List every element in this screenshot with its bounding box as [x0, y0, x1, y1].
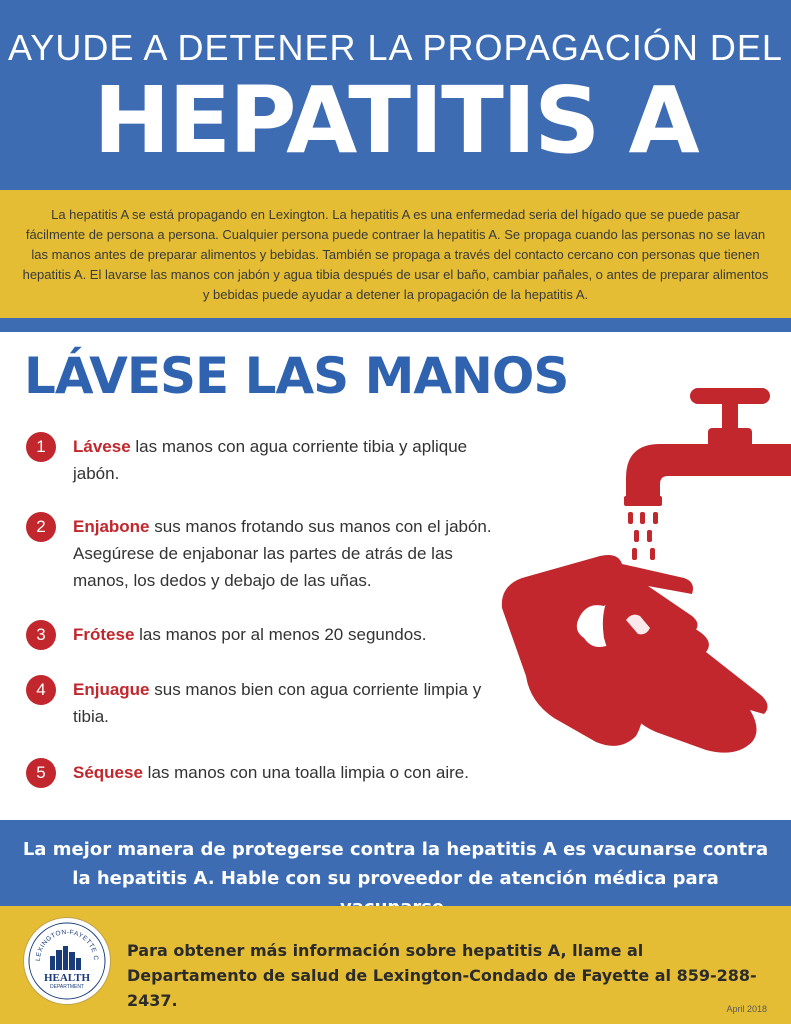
contact-info: Para obtener más información sobre hepatitis A, llame al Departamento de salud de Lexington-Condado de Fayette al 859-288-2437. — [127, 941, 757, 1010]
divider — [0, 318, 791, 332]
step-text — [73, 513, 513, 594]
step-number-badge: 4 — [26, 675, 56, 705]
step-description: las manos con una toalla limpia o con aire. — [147, 763, 469, 782]
handwashing-illustration — [500, 380, 791, 760]
step-text — [73, 676, 513, 730]
publication-date: April 2018 — [726, 1004, 767, 1014]
step-keyword: Séquese — [73, 763, 143, 782]
logo-graphic — [26, 920, 108, 1002]
step-text — [73, 621, 513, 648]
header-subtitle: AYUDE A DETENER LA PROPAGACIÓN DEL — [8, 27, 783, 68]
step-keyword: Frótese — [73, 625, 135, 644]
step-keyword: Lávese — [73, 437, 131, 456]
faucet-icon — [624, 388, 791, 506]
step-text — [73, 759, 513, 786]
intro-section — [0, 190, 791, 318]
logo-ring-text: LEXINGTON-FAYETTE C — [34, 928, 100, 962]
logo-health-text: HEALTH — [43, 972, 91, 984]
washing-hands-icon — [502, 555, 768, 753]
vaccine-banner — [0, 820, 791, 906]
step-number-badge: 3 — [26, 620, 56, 650]
vaccine-message: La mejor manera de protegerse contra la hepatitis A es vacunarse contra la hepatitis A. Hable con su proveedor de atención médica para — [22, 839, 769, 889]
logo-department-text: DEPARTMENT — [50, 984, 84, 990]
footer — [0, 906, 791, 1024]
wash-hands-heading: LÁVESE LAS MANOS — [24, 347, 569, 405]
step-number-badge: 5 — [26, 758, 56, 788]
step-number-badge: 2 — [26, 512, 56, 542]
step-keyword: Enjuague — [73, 680, 150, 699]
step-description: las manos con agua corriente tibia y aplique jabón. — [73, 437, 468, 483]
water-drops — [628, 512, 658, 560]
step-description: sus manos frotando sus manos con el jabón. Asegúrese de enjabonar las partes de atrás de las manos, los dedos y debajo de las uñas. — [73, 517, 492, 590]
header-title: HEPATITIS A — [93, 67, 698, 174]
step-description: las manos por al menos 20 segundos. — [139, 625, 427, 644]
health-department-logo — [24, 918, 110, 1004]
step-text — [73, 433, 513, 487]
step-keyword: Enjabone — [73, 517, 150, 536]
header-banner — [0, 0, 791, 190]
step-description: sus manos bien con agua corriente limpia y tibia. — [73, 680, 482, 726]
step-number-badge: 1 — [26, 432, 56, 462]
intro-text: La hepatitis A se está propagando en Lexington. La hepatitis A es una enfermedad seria del hígado que se puede pasar fácilmente de persona a persona. Cualquier persona puede contraer la hepatitis A. Se propaga cuando las personas no se lavan las manos antes de preparar alimentos y bebidas. También se propaga a través del contacto cercano con personas que tienen hepatitis A. El lavarse las manos con jabón y agua tibia después de usar el baño, cambiar pañales, o antes de preparar alimentos y bebidas puede ayudar a detener la propagación de la hepatitis A. — [22, 207, 769, 302]
